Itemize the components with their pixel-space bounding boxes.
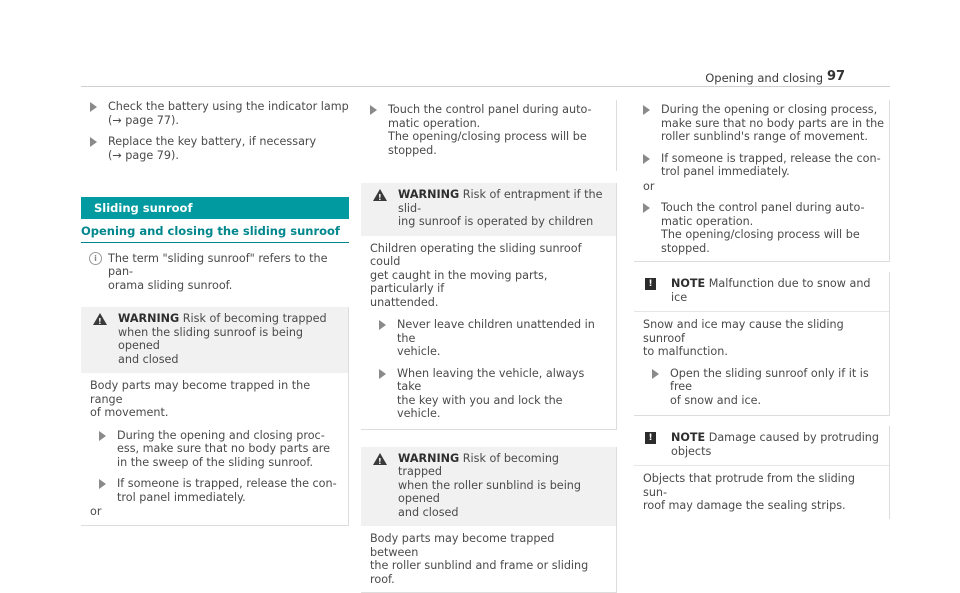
warning-keyword: WARNING [118,312,179,325]
notice-exclamation-icon: ! [645,278,656,290]
step-arrow-icon [652,369,659,379]
warning-triangle-icon [373,189,387,201]
step-release-control: If someone is trapped, release the con- trol panel immediately. [634,152,889,179]
notice-header [634,426,889,466]
warning-box-children [361,183,617,430]
notice-box-snow [634,272,890,416]
step-body-parts: During the opening or closing process, make sure that no body parts are in the roller sunblind's range of movement. [634,103,889,144]
warning-body: Body parts may become trapped in the range of movement. During the opening and closing proc- ess, make sure that no body parts are in the sweep of the sliding sunroof. If someone is trapped, release the con- trol panel immediately. or [81,373,348,525]
subheading: Opening and closing the sliding sunroof [81,219,349,243]
step-arrow-icon [90,102,97,112]
warning-triangle-icon [373,453,387,465]
notice-step: Open the sliding sunroof only if it is free of snow and ice. [643,367,879,408]
section-title: Sliding sunroof [81,197,349,219]
step-arrow-icon [90,137,97,147]
step-arrow-icon [379,320,386,330]
info-note: i The term "sliding sunroof" refers to the pan- orama sliding sunroof. [81,252,349,293]
warning-box-sunblind [361,447,617,593]
warning-keyword: WARNING [398,188,459,201]
warning-header [81,307,348,373]
warning-step: When leaving the vehicle, always take the key with you and lock the vehicle. [370,367,606,421]
notice-title: Malfunction due to snow and ice [671,277,871,304]
continued-box [361,100,617,171]
warning-header [361,183,616,236]
column-1 [81,100,349,526]
warning-step: If someone is trapped, release the con- trol panel immediately. [90,477,338,504]
step-replace-battery: Replace the key battery, if necessary (→ page 79). [81,135,349,162]
step-arrow-icon [643,154,650,164]
notice-body: Objects that protrude from the sliding sun- roof may damage the sealing strips. [634,466,889,519]
running-header-title: Opening and closing [705,72,823,86]
step-touch-control: Touch the control panel during auto- matic operation. The opening/closing process will be stopped. [361,100,616,171]
warning-box-sunroof [81,307,349,526]
step-arrow-icon [99,479,106,489]
warning-body: Body parts may become trapped between the roller sunblind and frame or sliding roof. [361,526,616,592]
warning-title: Risk of becoming trapped when the sliding sunroof is being opened and closed [118,312,327,366]
notice-body: Snow and ice may cause the sliding sunroof to malfunction. Open the sliding sunroof only if it is free of snow and ice. [634,312,889,415]
step-arrow-icon [643,105,650,115]
warning-keyword: WARNING [398,452,459,465]
step-arrow-icon [643,203,650,213]
warning-title: Risk of entrapment if the slid- ing sunroof is operated by children [398,188,603,228]
notice-keyword: NOTE [671,277,705,290]
step-check-battery: Check the battery using the indicator lamp (→ page 77). [81,100,349,127]
continued-box [634,100,890,262]
warning-triangle-icon [93,313,107,325]
warning-title: Risk of becoming trapped when the roller sunblind is being opened and closed [398,452,581,519]
page-number: 97 [827,70,845,84]
warning-header [361,447,616,527]
column-3 [634,100,890,519]
notice-box-objects [634,426,890,519]
warning-step: Never leave children unattended in the vehicle. [370,318,606,359]
warning-step: During the opening and closing proc- ess, make sure that no body parts are in the sweep of the sliding sunroof. [90,429,338,470]
header-rule [81,86,890,87]
notice-header [634,272,889,312]
step-arrow-icon [379,369,386,379]
info-icon: i [89,252,102,265]
warning-body: Children operating the sliding sunroof could get caught in the moving parts, particularly if unattended. Never leave children unattended in the vehicle. When leaving the vehicle, always take the key with you and lock the vehicle. [361,236,616,429]
notice-keyword: NOTE [671,431,705,444]
notice-exclamation-icon: ! [645,432,656,444]
or-label: or [90,505,338,519]
step-touch-control: Touch the control panel during auto- matic operation. The opening/closing process will be stopped. [634,201,889,255]
notice-title: Damage caused by protruding objects [671,431,879,458]
or-label: or [634,180,889,194]
column-2 [361,100,617,593]
step-arrow-icon [370,105,377,115]
step-arrow-icon [99,431,106,441]
